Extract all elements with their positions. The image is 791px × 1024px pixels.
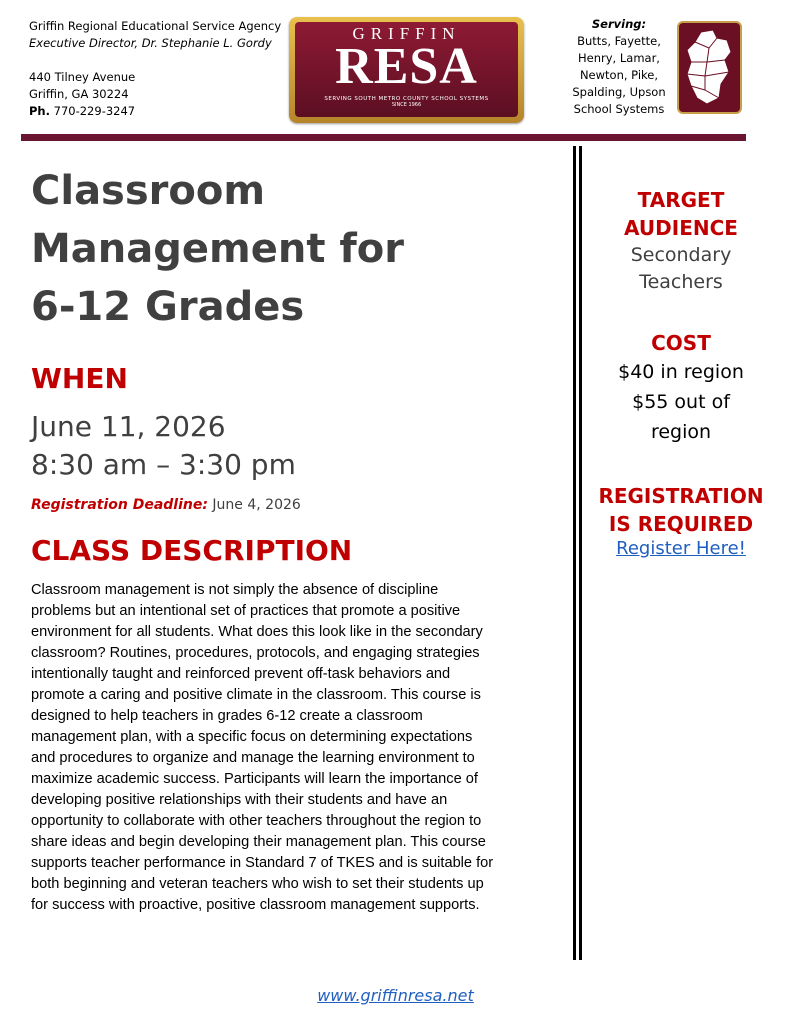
phone-line bbox=[29, 103, 281, 120]
description-heading: CLASS DESCRIPTION bbox=[31, 534, 353, 567]
description-line: developing positive relationships with their students and have an bbox=[31, 792, 448, 808]
logo-tagline: SERVING SOUTH METRO COUNTY SCHOOL SYSTEMS bbox=[324, 96, 489, 102]
title-line: Management for bbox=[31, 226, 404, 272]
serving-line: Spalding, Upson bbox=[572, 85, 666, 99]
logo-top-text: GRIFFIN bbox=[352, 24, 461, 43]
audience-value-line: Secondary bbox=[630, 244, 732, 266]
serving-line: Newton, Pike, bbox=[579, 68, 659, 82]
description-line: for success with proactive, positive classroom management supports. bbox=[31, 897, 480, 913]
address-line-1: 440 Tilney Avenue bbox=[29, 70, 136, 84]
cost-line: $40 in region bbox=[618, 361, 744, 383]
registration-block bbox=[596, 482, 766, 559]
when-heading: WHEN bbox=[31, 362, 128, 395]
title-line: 6-12 Grades bbox=[31, 284, 305, 330]
cost-block bbox=[596, 329, 766, 447]
logo-since: SINCE 1966 bbox=[391, 102, 422, 108]
deadline-value: June 4, 2026 bbox=[212, 497, 301, 513]
audience-heading-line: AUDIENCE bbox=[624, 216, 738, 240]
cost-heading: COST bbox=[651, 331, 711, 355]
column-divider-left bbox=[573, 146, 576, 960]
page-title bbox=[31, 162, 551, 336]
phone-label: Ph. bbox=[29, 104, 50, 118]
column-divider-right bbox=[579, 146, 582, 960]
header-rule bbox=[21, 134, 746, 141]
description-line: and procedures to organize and manage the learning environment to bbox=[31, 750, 475, 766]
class-description bbox=[31, 580, 553, 916]
register-here-link[interactable]: Register Here! bbox=[616, 538, 746, 559]
registration-heading-line: IS REQUIRED bbox=[608, 512, 754, 536]
description-line: supports teacher performance in Standard 7 of TKES and is suitable for bbox=[31, 855, 494, 871]
event-time: 8:30 am – 3:30 pm bbox=[31, 448, 296, 481]
serving-line: Butts, Fayette, bbox=[577, 34, 661, 48]
description-line: environment for all students. What does this look like in the secondary bbox=[31, 624, 483, 640]
event-date: June 11, 2026 bbox=[31, 410, 226, 443]
logo-main-text: RESA bbox=[335, 38, 478, 95]
description-line: Classroom management is not simply the absence of discipline bbox=[31, 582, 439, 598]
serving-line: School Systems bbox=[573, 102, 665, 116]
description-line: opportunity to collaborate with other teachers throughout the region to bbox=[31, 813, 482, 829]
griffin-resa-logo bbox=[289, 17, 524, 123]
director-name: Executive Director, Dr. Stephanie L. Gordy bbox=[29, 36, 272, 50]
cost-line: region bbox=[650, 421, 712, 443]
website-link[interactable]: www.griffinresa.net bbox=[317, 986, 474, 1005]
agency-info bbox=[29, 18, 281, 120]
description-line: designed to help teachers in grades 6-12 create a classroom bbox=[31, 708, 423, 724]
audience-heading-line: TARGET bbox=[637, 188, 725, 212]
description-line: both beginning and veteran teachers who wish to set their students up bbox=[31, 876, 484, 892]
agency-name: Griffin Regional Educational Service Agency bbox=[29, 19, 282, 33]
serving-heading: Serving: bbox=[591, 17, 647, 31]
deadline-label: Registration Deadline: bbox=[31, 497, 208, 513]
registration-deadline bbox=[31, 497, 301, 513]
region-map-icon bbox=[677, 21, 742, 114]
description-line: promote a caring and positive climate in the classroom. This course is bbox=[31, 687, 481, 703]
description-line: share ideas and begin developing their management plan. This course bbox=[31, 834, 486, 850]
registration-heading-line: REGISTRATION bbox=[598, 484, 764, 508]
when-details bbox=[31, 408, 296, 484]
cost-line: $55 out of bbox=[632, 391, 730, 413]
description-line: problems but an intentional set of practices that promote a positive bbox=[31, 603, 461, 619]
phone-number: 770-229-3247 bbox=[53, 104, 136, 118]
address-line-2: Griffin, GA 30224 bbox=[29, 87, 129, 101]
description-line: management plan, with a specific focus on determining expectations bbox=[31, 729, 473, 745]
footer bbox=[0, 986, 791, 1005]
serving-block bbox=[566, 16, 672, 118]
title-line: Classroom bbox=[31, 168, 266, 214]
description-line: maximize academic success. Participants will learn the importance of bbox=[31, 771, 478, 787]
serving-line: Henry, Lamar, bbox=[578, 51, 660, 65]
description-line: classroom? Routines, procedures, protocols, and engaging strategies bbox=[31, 645, 480, 661]
target-audience-block bbox=[596, 186, 766, 296]
description-line: intentionally taught and reinforced prevent off-task behaviors and bbox=[31, 666, 451, 682]
audience-value-line: Teachers bbox=[639, 271, 723, 293]
